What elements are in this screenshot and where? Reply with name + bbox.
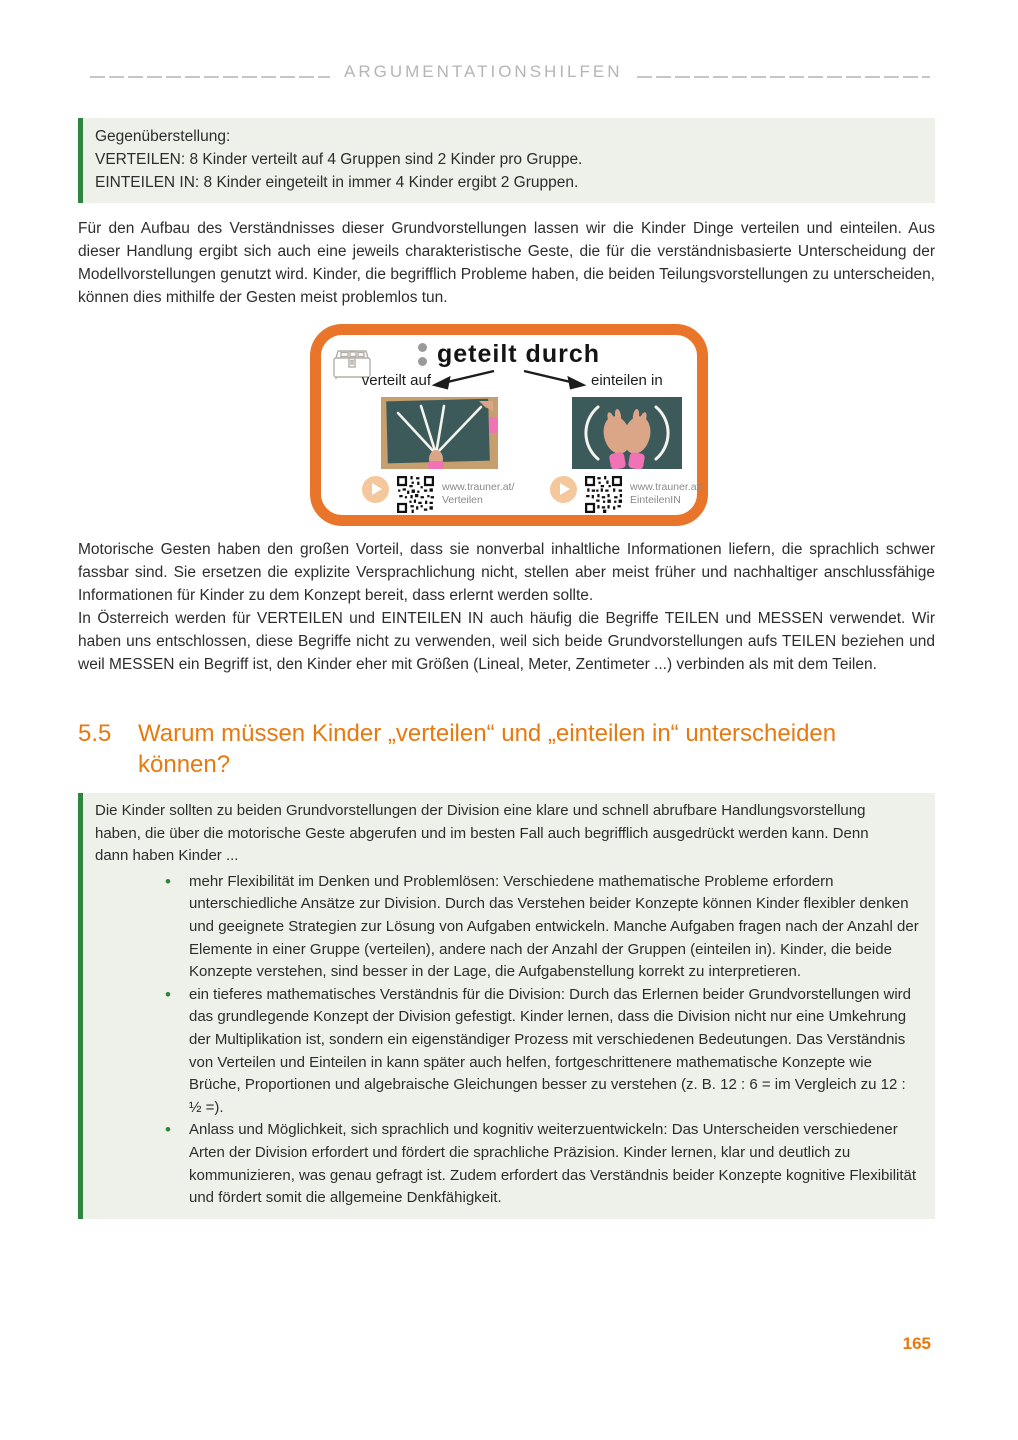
section-heading-5-5 (78, 718, 935, 780)
benefits-intro: Die Kinder sollten zu beiden Grundvorstellungen der Division eine klare und schnell abrufbare Handlungsvorstellung haben, die über die motorische Geste abgerufen und im besten Fall auch begrifflich ausgedrückt werden kann. Denn dann haben Kinder ... (95, 802, 869, 865)
einteilen-video-url: www.trauner.at/ EinteilenIN (630, 481, 703, 506)
comparison-box (78, 118, 935, 203)
verteilt-auf-label: verteilt auf (361, 372, 431, 389)
einteilen-video-row (550, 476, 702, 513)
comparison-verteilen-line: VERTEILEN: 8 Kinder verteilt auf 4 Gruppen sind 2 Kinder pro Gruppe. (95, 151, 583, 168)
qr-code-icon (585, 476, 622, 513)
paragraph-gestures: Motorische Gesten haben den großen Vorteil, dass sie nonverbal inhaltliche Informationen liefern, die sprachlich schwer fassbar sind. Sie ersetzen die explizite Versprachlichung nicht, stellen aber meist früher und nachhaltiger anschlussfähige Informationen für Kinder zu dem Konzept bereit, dass erlernt werden sollte. (78, 541, 935, 604)
paragraph-austria: In Österreich werden für VERTEILEN und EINTEILEN IN auch häufig die Begriffe TEILEN und MESSEN verwendet. Wir haben uns entschlossen, diese Begriffe nicht zu verwenden, weil sich beide Grundvorstellungen aufs TEILEN beziehen und weil MESSEN ein Begriff ist, den Kinder eher mit Größen (Lineal, Meter, Zentimeter ...) verbinden als mit dem Teilen. (78, 610, 935, 673)
benefit-item-understanding: • ein tieferes mathematisches Verständnis für die Division: Durch das Erlernen beider Grundvorstellungen wird das grundlegende Konzept der Division gefestigt. Kinder lernen, dass die Division nicht nur eine Umkehrung der Multiplikation ist, sondern ein eigenständiger Prozess mit verschiedenen Bedeutungen. Das Verständnis von Verteilen und Einteilen in kann später auch helfen, fortgeschrittenere mathematische Konzepte wie Brüche, Proportionen und algebraische Gleichungen besser zu verstehen (z. B. 12 : 6 = im Vergleich zu 12 : ½ =). (157, 984, 919, 1120)
verteilen-photo (381, 397, 498, 474)
header-title: ARGUMENTATIONSHILFEN (344, 62, 623, 81)
comparison-box-title: Gegenüberstellung: (95, 128, 231, 145)
verteilen-video-url: www.trauner.at/ Verteilen (442, 481, 515, 506)
benefits-list (157, 871, 923, 1210)
section-title: Warum müssen Kinder „verteilen“ und „einteilen in“ unterscheiden können? (138, 720, 837, 778)
section-number: 5.5 (78, 720, 112, 747)
header-rule-left (90, 76, 330, 78)
header-rule-right (637, 76, 931, 78)
benefit-item-language: • Anlass und Möglichkeit, sich sprachlich und kognitiv weiterzuentwickeln: Das Unterscheiden verschiedener Arten der Division erfordert und fördert die sprachliche Präzision. Kinder lernen, klar und deutlich zu kommunizieren, was genau gefragt ist. Zudem erfordert das Verständnis beider Konzepte kognitive Flexibilität und fördert somit die allgemeine Denkfähigkeit. (157, 1119, 919, 1209)
figure-title-text: geteilt durch (436, 340, 600, 368)
benefits-box (78, 793, 935, 1219)
einteilen-in-label: einteilen in (591, 372, 663, 389)
qr-code-icon (397, 476, 434, 513)
einteilen-photo (572, 397, 682, 474)
page-header (90, 62, 930, 82)
division-colon-icon (418, 343, 427, 366)
figure-title (321, 340, 697, 369)
benefit-item-flexibility: • mehr Flexibilität im Denken und Problemlösen: Verschiedene mathematische Probleme erfordern unterschiedliche Ansätze zur Division. Durch das Verstehen beider Konzepte können Kinder flexibler denken und geeignete Strategien zur Lösung von Aufgaben entwickeln. Manche Aufgaben fragen nach der Anzahl der Elemente in einer Gruppe (verteilen), andere nach der Anzahl der Gruppen (einteilen in). Kinder, die beide Konzepte verstehen, sind besser in der Lage, die Aufgabenstellung korrekt zu interpretieren. (157, 871, 919, 984)
play-icon (550, 476, 577, 503)
verteilen-video-row (362, 476, 514, 513)
paragraph-intro: Für den Aufbau des Verständnisses dieser Grundvorstellungen lassen wir die Kinder Dinge verteilen und einteilen. Aus dieser Handlung ergibt sich auch eine jeweils charakteristische Geste, die für die verständnisbasierte Unterscheidung der Modellvorstellungen genutzt wird. Kinder, die begrifflich Probleme haben, die beiden Teilungsvorstellungen zu unterscheiden, können dies mithilfe der Gesten meist problemlos tun. (78, 220, 935, 306)
comparison-einteilen-line: EINTEILEN IN: 8 Kinder eingeteilt in immer 4 Kinder ergibt 2 Gruppen. (95, 174, 579, 191)
play-icon (362, 476, 389, 503)
geteilt-durch-figure (310, 324, 708, 526)
page-number: 165 (902, 1334, 931, 1353)
